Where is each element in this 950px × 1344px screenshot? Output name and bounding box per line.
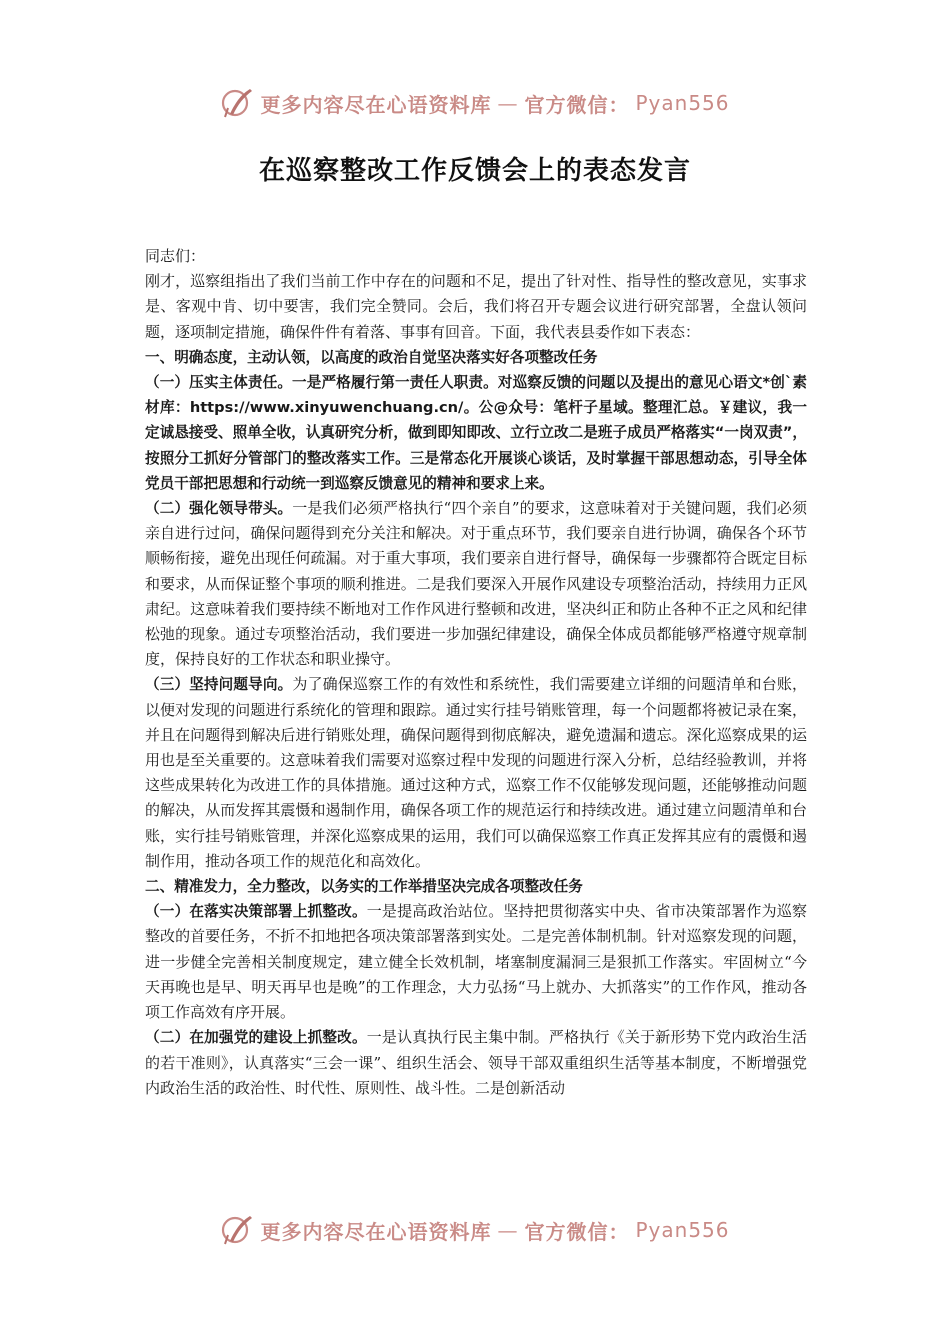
paragraph-lead: （一）在落实决策部署上抓整改。 <box>145 903 367 921</box>
section-1-paragraph-2 <box>145 496 807 672</box>
quill-logo-icon <box>220 1213 254 1247</box>
paragraph-lead: （二）在加强党的建设上抓整改。 <box>145 1029 367 1047</box>
banner-separator: — <box>497 1218 519 1242</box>
paragraph-body: 一是认真执行民主集中制。严格执行《关于新形势下党内政治生活的若干准则》，认真落实“三会一课”、组织生活会、领导干部双重组织生活等基本制度，不断增强党内政治生活的政治性、时代性、原则性、战斗性。二是创新活动 <box>145 1028 807 1097</box>
section-2-paragraph-2 <box>145 1025 807 1101</box>
banner-wechat-id: Pyan556 <box>635 1218 730 1242</box>
paragraph-body: 为了确保巡察工作的有效性和系统性，我们需要建立详细的问题清单和台账，以便对发现的问题进行系统化的管理和跟踪。通过实行挂号销账管理，每一个问题都将被记录在案，并且在问题得到解决后进行销账处理，确保问题得到彻底解决，避免遗漏和遗忘。深化巡察成果的运用也是至关重要的。这意味着我们需要对巡察过程中发现的问题进行深入分析，总结经验教训，并将这些成果转化为改进工作的具体措施。通过这种方式，巡察工作不仅能够发现问题，还能够推动问题的解决，从而发挥其震慑和遏制作用，确保各项工作的规范运行和持续改进。通过建立问题清单和台账，实行挂号销账管理，并深化巡察成果的运用，我们可以确保巡察工作真正发挥其应有的震慑和遏制作用，推动各项工作的规范化和高效化。 <box>145 675 807 870</box>
banner-label-text: 官方微信： <box>524 1219 630 1244</box>
header-watermark-banner <box>0 83 950 123</box>
quill-logo-icon <box>220 86 254 120</box>
intro-paragraph: 刚才，巡察组指出了我们当前工作中存在的问题和不足，提出了针对性、指导性的整改意见，实事求是、客观中肯、切中要害，我们完全赞同。会后，我们将召开专题会议进行研究部署，全盘认领问题，逐项制定措施，确保件件有着落、事事有回音。下面，我代表县委作如下表态： <box>145 272 807 341</box>
banner-label-text: 官方微信： <box>524 92 630 117</box>
banner-brand-text: 更多内容尽在心语资料库 <box>260 1219 492 1244</box>
document-title: 在巡察整改工作反馈会上的表态发言 <box>258 156 691 186</box>
banner-separator: — <box>497 91 519 115</box>
banner-wechat-id: Pyan556 <box>635 91 730 115</box>
banner-brand-text: 更多内容尽在心语资料库 <box>260 92 492 117</box>
document-body <box>145 244 807 1101</box>
paragraph-lead: （三）坚持问题导向。 <box>145 676 293 694</box>
section-1-paragraph-1: （一）压实主体责任。一是严格履行第一责任人职责。对巡察反馈的问题以及提出的意见心语文*创`素材库：https://www.xinyuwenchuang.cn/。公@众号：笔杆子星域。整理汇总。￥建议，我一定诚恳接受、照单全收，认真研究分析，做到即知即改、立行立改二是班子成员严格落实“一岗双责”，按照分工抓好分管部门的整改落实工作。三是常态化开展谈心谈话，及时掌握干部思想动态，引导全体党员干部把思想和行动统一到巡察反馈意见的精神和要求上来。 <box>145 374 807 492</box>
paragraph-body: 一是提高政治站位。坚持把贯彻落实中央、省市决策部署作为巡察整改的首要任务，不折不扣地把各项决策部署落到实处。二是完善体制机制。针对巡察发现的问题，进一步健全完善相关制度规定，建立健全长效机制，堵塞制度漏洞三是狠抓工作落实。牢固树立“今天再晚也是早、明天再早也是晚”的工作理念，大力弘扬“马上就办、大抓落实”的工作作风，推动各项工作高效有序开展。 <box>145 902 807 1022</box>
section-2-heading: 二、精准发力，全力整改，以务实的工作举措坚决完成各项整改任务 <box>145 878 583 896</box>
section-1-paragraph-3 <box>145 672 807 874</box>
section-1-heading: 一、明确态度，主动认领，以高度的政治自觉坚决落实好各项整改任务 <box>145 348 598 366</box>
section-2-paragraph-1 <box>145 899 807 1025</box>
paragraph-lead: （二）强化领导带头。 <box>145 500 293 518</box>
paragraph-body: 一是我们必须严格执行“四个亲自”的要求，这意味着对于关键问题，我们必须亲自进行过问，确保问题得到充分关注和解决。对于重点环节，我们要亲自进行协调，确保各个环节顺畅衔接，避免出现任何疏漏。对于重大事项，我们要亲自进行督导，确保每一步骤都符合既定目标和要求，从而保证整个事项的顺利推进。二是我们要深入开展作风建设专项整治活动，持续用力正风肃纪。这意味着我们要持续不断地对工作作风进行整顿和改进，坚决纠正和防止各种不正之风和纪律松弛的现象。通过专项整治活动，我们要进一步加强纪律建设，确保全体成员都能够严格遵守规章制度，保持良好的工作状态和职业操守。 <box>145 499 807 669</box>
footer-watermark-banner <box>0 1210 950 1250</box>
greeting: 同志们： <box>145 247 206 265</box>
